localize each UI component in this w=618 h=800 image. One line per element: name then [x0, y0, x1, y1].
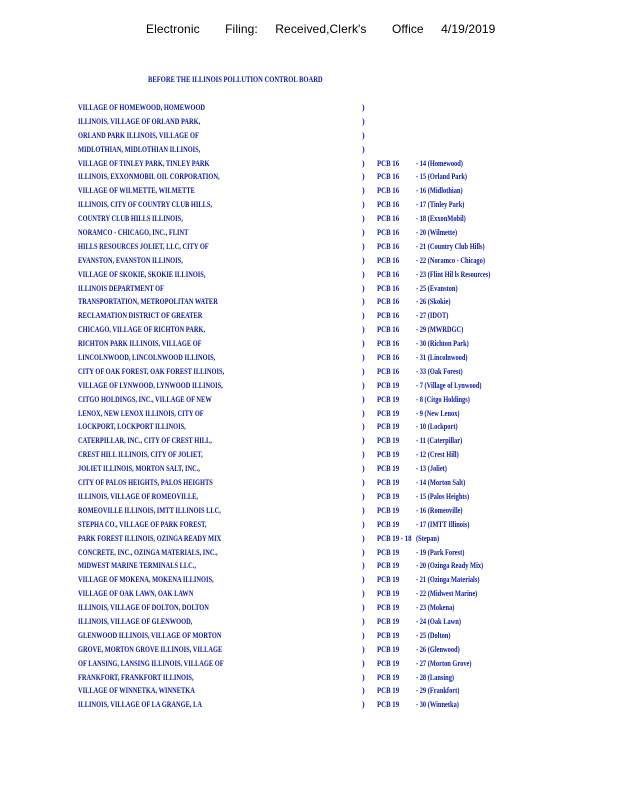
caption-paren: ): [362, 116, 365, 126]
caption-row: [78, 365, 598, 379]
caption-paren: ): [362, 103, 365, 112]
party-name: ILLINOIS, VILLAGE OF ROMEOVILLE,: [78, 491, 199, 501]
party-name: HILLS RESOURCES JOLIET, LLC, CITY OF: [78, 241, 209, 251]
pcb-docket-prefix: PCB 19: [377, 616, 400, 626]
caption-row: [78, 420, 598, 434]
party-name: VILLAGE OF HOMEWOOD, HOMEWOOD: [78, 103, 206, 112]
caption-row: [78, 434, 598, 448]
pcb-docket-prefix: PCB 19: [377, 505, 400, 515]
caption-row: [78, 309, 598, 323]
docket-number: - 26 (Glenwood): [416, 644, 460, 654]
party-name: FRANKFORT, FRANKFORT ILLINOIS,: [78, 672, 194, 682]
caption-paren: ): [362, 547, 365, 557]
caption-paren: ): [362, 353, 365, 363]
pcb-docket-prefix: PCB 19: [377, 491, 400, 501]
party-name: CITY OF PALOS HEIGHTS, PALOS HEIGHTS: [78, 478, 213, 488]
electronic-filing-stamp: [146, 22, 495, 36]
party-name: ILLINOIS, VILLAGE OF GLENWOOD,: [78, 616, 193, 626]
caption-paren: ): [362, 366, 365, 376]
caption-row: [78, 643, 598, 657]
docket-number: - 16 (Midlothian): [416, 186, 463, 196]
caption-row: [78, 657, 598, 671]
party-name: ILLINOIS, CITY OF COUNTRY CLUB HILLS,: [78, 200, 213, 210]
caption-paren: ): [362, 325, 365, 335]
caption-row: [78, 268, 598, 282]
party-name: ILLINOIS, VILLAGE OF DOLTON, DOLTON: [78, 603, 209, 613]
docket-number: - 25 (Dolton): [416, 630, 451, 640]
caption-row: [78, 490, 598, 504]
docket-number: - 21 (Ozinga Materials): [416, 575, 480, 585]
pcb-docket-prefix: PCB 19: [377, 394, 400, 404]
stamp-label-received: Received,Clerk's: [275, 22, 367, 36]
docket-number: - 8 (Citgo Holdings): [416, 394, 470, 404]
party-name: VILLAGE OF LYNWOOD, LYNWOOD ILLINOIS,: [78, 380, 223, 390]
party-name: ILLINOIS, VILLAGE OF ORLAND PARK,: [78, 116, 201, 126]
stamp-date: 4/19/2019: [441, 22, 496, 36]
caption-paren: ): [362, 589, 365, 599]
caption-paren: ): [362, 241, 365, 251]
party-name: PARK FOREST ILLINOIS, OZINGA READY MIX: [78, 533, 222, 543]
caption-row: [78, 462, 598, 476]
pcb-docket-prefix: PCB 16: [377, 214, 400, 224]
caption-row: [78, 226, 598, 240]
party-name: LOCKPORT, LOCKPORT ILLINOIS,: [78, 422, 186, 432]
caption-paren: ): [362, 130, 365, 140]
docket-number: - 28 (Lansing): [416, 672, 455, 682]
docket-number: - 23 (Mokena): [416, 603, 455, 613]
docket-number: - 29 (Frankfort): [416, 686, 460, 696]
pcb-docket-prefix: PCB 16: [377, 186, 400, 196]
caption-row: [78, 559, 598, 573]
pcb-docket-prefix: PCB 19: [377, 422, 400, 432]
caption-paren: ): [362, 297, 365, 307]
docket-number: - 20 (Wilmette): [416, 228, 458, 238]
pcb-docket-prefix: PCB 16: [377, 311, 400, 321]
caption-paren: ): [362, 478, 365, 488]
caption-paren: ): [362, 603, 365, 613]
docket-number: - 24 (Oak Lawn): [416, 616, 461, 626]
pcb-docket-prefix: PCB 19: [377, 575, 400, 585]
docket-number: - 27 (Morton Grove): [416, 658, 472, 668]
party-name: JOLIET ILLINOIS, MORTON SALT, INC.,: [78, 464, 200, 474]
caption-row: [78, 518, 598, 532]
pcb-docket-prefix: PCB 19: [377, 408, 400, 418]
party-name: ILLINOIS DEPARTMENT OF: [78, 283, 164, 293]
pcb-docket-prefix: PCB 19: [377, 658, 400, 668]
caption-paren: ): [362, 450, 365, 460]
caption-paren: ): [362, 380, 365, 390]
caption-paren: ): [362, 394, 365, 404]
pcb-docket-prefix: PCB 16: [377, 339, 400, 349]
caption-paren: ): [362, 491, 365, 501]
party-name: RICHTON PARK ILLINOIS, VILLAGE OF: [78, 339, 202, 349]
docket-number: - 18 (ExxonMobil): [416, 214, 466, 224]
party-name: ROMEOVILLE ILLINOIS, IMTT ILLINOIS LLC,: [78, 505, 221, 515]
caption-row: [78, 393, 598, 407]
caption-row: [78, 448, 598, 462]
caption-row: [78, 379, 598, 393]
party-name: CITGO HOLDINGS, INC., VILLAGE OF NEW: [78, 394, 212, 404]
pcb-docket-prefix: PCB 16: [377, 366, 400, 376]
caption-paren: ): [362, 200, 365, 210]
pcb-docket-prefix: PCB 16: [377, 325, 400, 335]
docket-number: - 27 (IDOT): [416, 311, 449, 321]
docket-number: - 21 (Country Club Hills): [416, 241, 485, 251]
caption-paren: ): [362, 630, 365, 640]
party-name: OF LANSING, LANSING ILLINOIS, VILLAGE OF: [78, 658, 224, 668]
party-name: VILLAGE OF TINLEY PARK, TINLEY PARK: [78, 158, 210, 168]
docket-number: - 29 (MWRDGC): [416, 325, 464, 335]
docket-number: - 17 (IMTT Illinois): [416, 519, 470, 529]
docket-number: - 12 (Crest Hill): [416, 450, 459, 460]
caption-paren: ): [362, 408, 365, 418]
caption-paren: ): [362, 186, 365, 196]
caption-row: [78, 101, 598, 115]
caption-paren: ): [362, 616, 365, 626]
docket-number: - 15 (Orland Park): [416, 172, 468, 182]
case-caption: [78, 101, 598, 712]
caption-row: [78, 504, 598, 518]
docket-number: - 14 (Morton Salt): [416, 478, 466, 488]
caption-row: [78, 282, 598, 296]
caption-paren: ): [362, 269, 365, 279]
caption-row: [78, 546, 598, 560]
caption-paren: ): [362, 658, 365, 668]
pcb-docket-prefix: PCB 19: [377, 380, 400, 390]
party-name: VILLAGE OF OAK LAWN, OAK LAWN: [78, 589, 194, 599]
party-name: GLENWOOD ILLINOIS, VILLAGE OF MORTON: [78, 630, 222, 640]
docket-number: - 10 (Lockport): [416, 422, 458, 432]
stamp-label-filing: Filing:: [225, 22, 258, 36]
party-name: ILLINOIS, EXXONMOBIL OIL CORPORATION,: [78, 172, 220, 182]
pcb-docket-prefix: PCB 19: [377, 686, 400, 696]
caption-paren: ): [362, 464, 365, 474]
party-name: VILLAGE OF WINNETKA, WINNETKA: [78, 686, 195, 696]
caption-row: [78, 198, 598, 212]
caption-row: [78, 407, 598, 421]
docket-number: - 20 (Ozinga Ready Mix): [416, 561, 484, 571]
docket-number: - 25 (Evanston): [416, 283, 458, 293]
caption-row: [78, 129, 598, 143]
pcb-docket-prefix: PCB 19: [377, 561, 400, 571]
docket-number: - 26 (Skokie): [416, 297, 451, 307]
caption-paren: ): [362, 505, 365, 515]
pcb-docket-prefix: PCB 19 - 18: [377, 533, 412, 543]
pcb-docket-prefix: PCB 19: [377, 478, 400, 488]
party-name: ILLINOIS, VILLAGE OF LA GRANGE, LA: [78, 700, 202, 710]
caption-row: [78, 671, 598, 685]
docket-number: - 22 (Midwest Marine): [416, 589, 478, 599]
caption-row: [78, 698, 598, 712]
caption-paren: ): [362, 214, 365, 224]
party-name: TRANSPORTATION, METROPOLITAN WATER: [78, 297, 218, 307]
docket-number: (Stepan): [416, 533, 440, 543]
pcb-docket-prefix: PCB 16: [377, 228, 400, 238]
party-name: NORAMCO - CHICAGO, INC., FLINT: [78, 228, 189, 238]
docket-number: - 15 (Palos Heights): [416, 491, 470, 501]
pcb-docket-prefix: PCB 19: [377, 450, 400, 460]
pcb-docket-prefix: PCB 19: [377, 603, 400, 613]
caption-paren: ): [362, 172, 365, 182]
caption-paren: ): [362, 422, 365, 432]
caption-row: [78, 351, 598, 365]
caption-paren: ): [362, 436, 365, 446]
caption-row: [78, 573, 598, 587]
caption-paren: ): [362, 339, 365, 349]
caption-paren: ): [362, 283, 365, 293]
caption-paren: ): [362, 158, 365, 168]
caption-row: [78, 601, 598, 615]
docket-number: - 30 (Richton Park): [416, 339, 469, 349]
party-name: VILLAGE OF WILMETTE, WILMETTE: [78, 186, 195, 196]
pcb-docket-prefix: PCB 19: [377, 547, 400, 557]
party-name: EVANSTON, EVANSTON ILLINOIS,: [78, 255, 183, 265]
caption-row: [78, 170, 598, 184]
party-name: MIDWEST MARINE TERMINALS LLC.,: [78, 561, 197, 571]
pcb-docket-prefix: PCB 16: [377, 200, 400, 210]
docket-number: - 9 (New Lenox): [416, 408, 460, 418]
caption-paren: ): [362, 575, 365, 585]
party-name: RECLAMATION DISTRICT OF GREATER: [78, 311, 203, 321]
caption-paren: ): [362, 144, 365, 154]
party-name: VILLAGE OF SKOKIE, SKOKIE ILLINOIS,: [78, 269, 206, 279]
docket-number: - 33 (Oak Forest): [416, 366, 463, 376]
party-name: LINCOLNWOOD, LINCOLNWOOD ILLINOIS,: [78, 353, 216, 363]
pcb-docket-prefix: PCB 16: [377, 158, 400, 168]
docket-number: - 17 (Tinley Park): [416, 200, 465, 210]
party-name: MIDLOTHIAN, MIDLOTHIAN ILLINOIS,: [78, 144, 201, 154]
caption-paren: ): [362, 311, 365, 321]
party-name: CITY OF OAK FOREST, OAK FOREST ILLINOIS,: [78, 366, 225, 376]
board-title: BEFORE THE ILLINOIS POLLUTION CONTROL BOARD: [148, 75, 323, 84]
caption-paren: ): [362, 644, 365, 654]
caption-paren: ): [362, 686, 365, 696]
party-name: ORLAND PARK ILLINOIS, VILLAGE OF: [78, 130, 199, 140]
pcb-docket-prefix: PCB 16: [377, 283, 400, 293]
docket-number: - 7 (Village of Lynwood): [416, 380, 482, 390]
party-name: COUNTRY CLUB HILLS ILLINOIS,: [78, 214, 183, 224]
caption-paren: ): [362, 700, 365, 710]
docket-number: - 30 (Winnetka): [416, 700, 459, 710]
caption-row: [78, 629, 598, 643]
caption-paren: ): [362, 561, 365, 571]
caption-paren: ): [362, 255, 365, 265]
docket-number: - 16 (Romeoville): [416, 505, 463, 515]
caption-row: [78, 337, 598, 351]
pcb-docket-prefix: PCB 19: [377, 464, 400, 474]
pcb-docket-prefix: PCB 16: [377, 255, 400, 265]
pcb-docket-prefix: PCB 19: [377, 436, 400, 446]
pcb-docket-prefix: PCB 16: [377, 353, 400, 363]
pcb-docket-prefix: PCB 16: [377, 269, 400, 279]
pcb-docket-prefix: PCB 19: [377, 700, 400, 710]
pcb-docket-prefix: PCB 19: [377, 519, 400, 529]
caption-paren: ): [362, 519, 365, 529]
caption-row: [78, 184, 598, 198]
caption-row: [78, 587, 598, 601]
caption-row: [78, 476, 598, 490]
party-name: CREST HILL ILLINOIS, CITY OF JOLIET,: [78, 450, 203, 460]
docket-number: - 22 (Noramco - Chicago): [416, 255, 485, 265]
caption-row: [78, 684, 598, 698]
pcb-docket-prefix: PCB 16: [377, 297, 400, 307]
caption-paren: ): [362, 672, 365, 682]
caption-paren: ): [362, 533, 365, 543]
pcb-docket-prefix: PCB 19: [377, 630, 400, 640]
party-name: CHICAGO, VILLAGE OF RICHTON PARK,: [78, 325, 206, 335]
caption-row: [78, 323, 598, 337]
pcb-docket-prefix: PCB 16: [377, 172, 400, 182]
pcb-docket-prefix: PCB 19: [377, 589, 400, 599]
caption-row: [78, 295, 598, 309]
party-name: STEPHA CO., VILLAGE OF PARK FOREST,: [78, 519, 207, 529]
pcb-docket-prefix: PCB 19: [377, 644, 400, 654]
caption-row: [78, 532, 598, 546]
docket-number: - 23 (Flint Hil ls Resources): [416, 269, 491, 279]
party-name: CATERPILLAR, INC., CITY OF CREST HILL,: [78, 436, 212, 446]
caption-row: [78, 143, 598, 157]
docket-number: - 19 (Park Forest): [416, 547, 465, 557]
docket-number: - 11 (Caterpillar): [416, 436, 463, 446]
docket-number: - 31 (Lincolnwood): [416, 353, 468, 363]
docket-number: - 13 (Joliet): [416, 464, 447, 474]
party-name: GROVE, MORTON GROVE ILLINOIS, VILLAGE: [78, 644, 223, 654]
caption-row: [78, 254, 598, 268]
stamp-label-electronic: Electronic: [146, 22, 200, 36]
caption-row: [78, 240, 598, 254]
docket-number: - 14 (Homewood): [416, 158, 463, 168]
caption-row: [78, 615, 598, 629]
party-name: LENOX, NEW LENOX ILLINOIS, CITY OF: [78, 408, 204, 418]
stamp-label-office: Office: [391, 22, 424, 36]
caption-row: [78, 157, 598, 171]
pcb-docket-prefix: PCB 19: [377, 672, 400, 682]
pcb-docket-prefix: PCB 16: [377, 241, 400, 251]
party-name: VILLAGE OF MOKENA, MOKENA ILLINOIS,: [78, 575, 214, 585]
caption-row: [78, 115, 598, 129]
caption-row: [78, 212, 598, 226]
caption-paren: ): [362, 228, 365, 238]
party-name: CONCRETE, INC., OZINGA MATERIALS, INC.,: [78, 547, 218, 557]
